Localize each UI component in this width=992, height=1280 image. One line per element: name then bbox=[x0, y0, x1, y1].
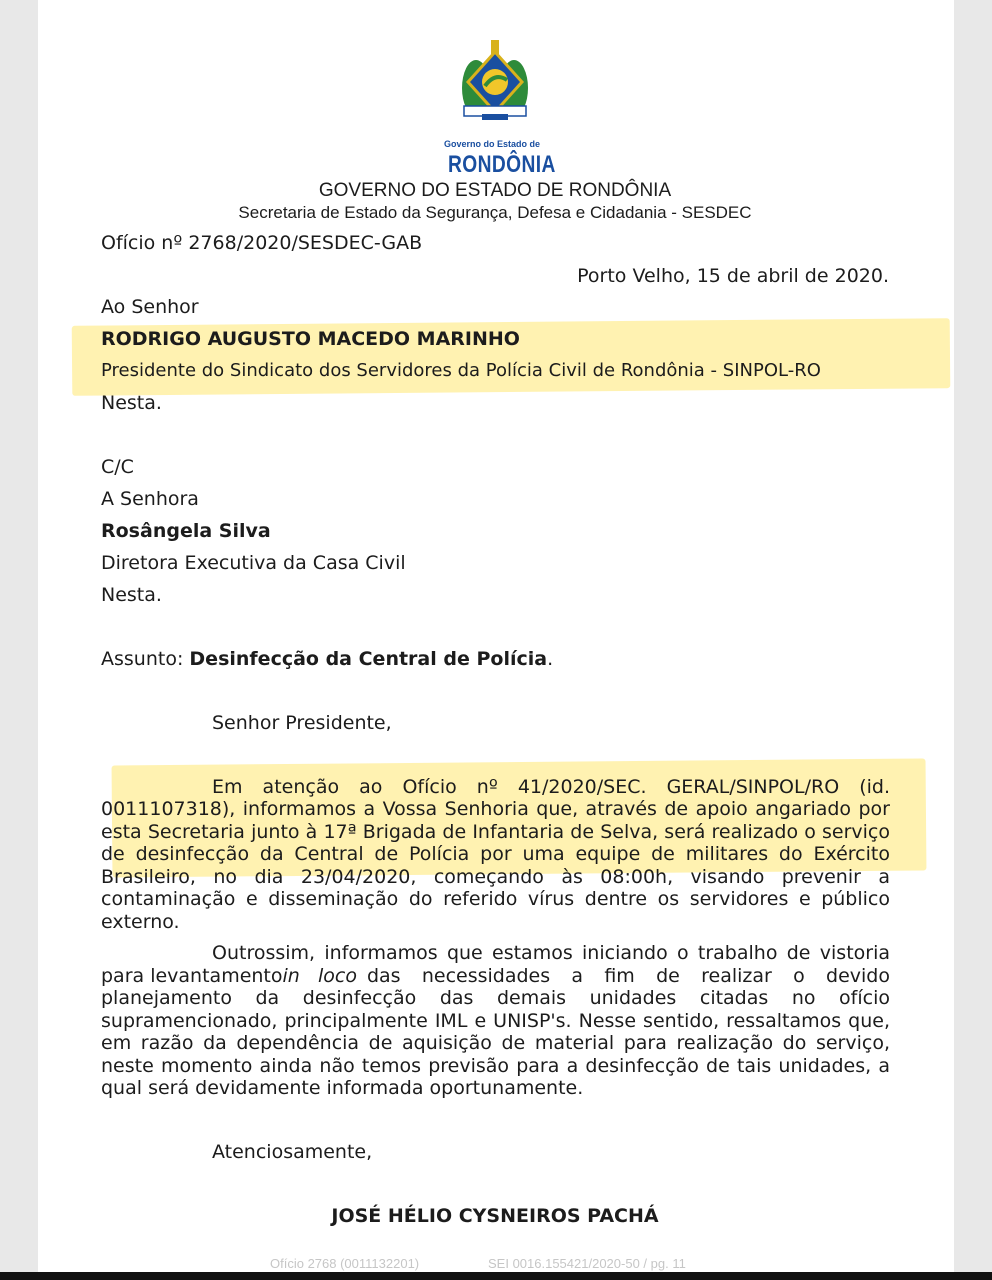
government-heading: GOVERNO DO ESTADO DE RONDÔNIA bbox=[318, 180, 672, 201]
cc-salutation: A Senhora bbox=[101, 488, 199, 510]
cc-location: Nesta. bbox=[101, 584, 162, 606]
coat-of-arms-emblem bbox=[452, 36, 538, 126]
footer-left: Ofício 2768 (0011132201) bbox=[270, 1256, 420, 1271]
logo-caption-big: RONDÔNIA bbox=[448, 151, 556, 178]
paragraph2-text: para levantamento bbox=[101, 965, 283, 987]
paragraph2-line: neste momento ainda não temos previsão para a desinfecção de tais unidades, a bbox=[101, 1055, 890, 1077]
subject-line bbox=[101, 648, 553, 670]
secretariat-heading: Secretaria de Estado da Segurança, Defesa e Cidadania - SESDEC bbox=[238, 203, 752, 222]
paragraph2-italic: loco bbox=[317, 965, 357, 987]
recipient-role: Presidente do Sindicato dos Servidores da Polícia Civil de Rondônia - SINPOL-RO bbox=[101, 360, 821, 381]
logo-caption-small: Governo do Estado de bbox=[444, 139, 541, 149]
subject-period: . bbox=[547, 648, 554, 670]
recipient-name: RODRIGO AUGUSTO MACEDO MARINHO bbox=[101, 328, 520, 350]
paragraph2-line: em razão da dependência de aquisição de material para realização do serviço, bbox=[101, 1032, 890, 1054]
paragraph1-line: Em atenção ao Ofício nº 41/2020/SEC. GERAL/SINPOL/RO (id. bbox=[212, 776, 890, 798]
paragraph2-line bbox=[101, 965, 890, 987]
closing: Atenciosamente, bbox=[212, 1141, 373, 1163]
paragraph1-line: contaminação e disseminação do referido vírus dentre os servidores e público bbox=[101, 888, 890, 910]
document-reference: Ofício nº 2768/2020/SESDEC-GAB bbox=[101, 232, 423, 254]
subject-label: Assunto: bbox=[101, 648, 184, 670]
recipient-location: Nesta. bbox=[101, 392, 162, 414]
paragraph1-line: externo. bbox=[101, 911, 180, 933]
state-coat-of-arms-logo bbox=[452, 36, 538, 126]
paragraph2-italic: in bbox=[282, 965, 300, 987]
greeting: Senhor Presidente, bbox=[212, 712, 392, 734]
bottom-bar bbox=[0, 1272, 992, 1280]
recipient-salutation: Ao Senhor bbox=[101, 296, 199, 318]
subject-text: Desinfecção da Central de Polícia bbox=[189, 648, 548, 670]
paragraph1-line: 0011107318), informamos a Vossa Senhoria que, através de apoio angariado por bbox=[101, 798, 890, 820]
latin-phrase bbox=[283, 965, 357, 987]
paragraph2-text: das necessidades a fim de realizar o devido bbox=[366, 965, 890, 987]
paragraph1-line: de desinfecção da Central de Polícia por uma equipe de militares do Exército bbox=[101, 843, 890, 865]
paragraph2-line: qual será devidamente informada oportunamente. bbox=[101, 1077, 584, 1099]
signature-name: JOSÉ HÉLIO CYSNEIROS PACHÁ bbox=[331, 1205, 659, 1227]
paragraph2-line: Outrossim, informamos que estamos iniciando o trabalho de vistoria bbox=[212, 942, 890, 964]
cc-role: Diretora Executiva da Casa Civil bbox=[101, 552, 406, 574]
paragraph2-line: supramencionado, principalmente IML e UNISP's. Nesse sentido, ressaltamos que, bbox=[101, 1010, 890, 1032]
paragraph1-line: esta Secretaria junto à 17ª Brigada de Infantaria de Selva, será realizado o serviço bbox=[101, 821, 890, 843]
place-date: Porto Velho, 15 de abril de 2020. bbox=[577, 265, 889, 287]
cc-label: C/C bbox=[101, 456, 134, 478]
cc-name: Rosângela Silva bbox=[101, 520, 271, 542]
paragraph1-line: Brasileiro, no dia 23/04/2020, começando às 08:00h, visando prevenir a bbox=[101, 866, 890, 888]
footer-right: SEI 0016.155421/2020-50 / pg. 11 bbox=[488, 1256, 686, 1271]
paragraph2-line: planejamento da desinfecção das demais unidades citadas no ofício bbox=[101, 987, 890, 1009]
